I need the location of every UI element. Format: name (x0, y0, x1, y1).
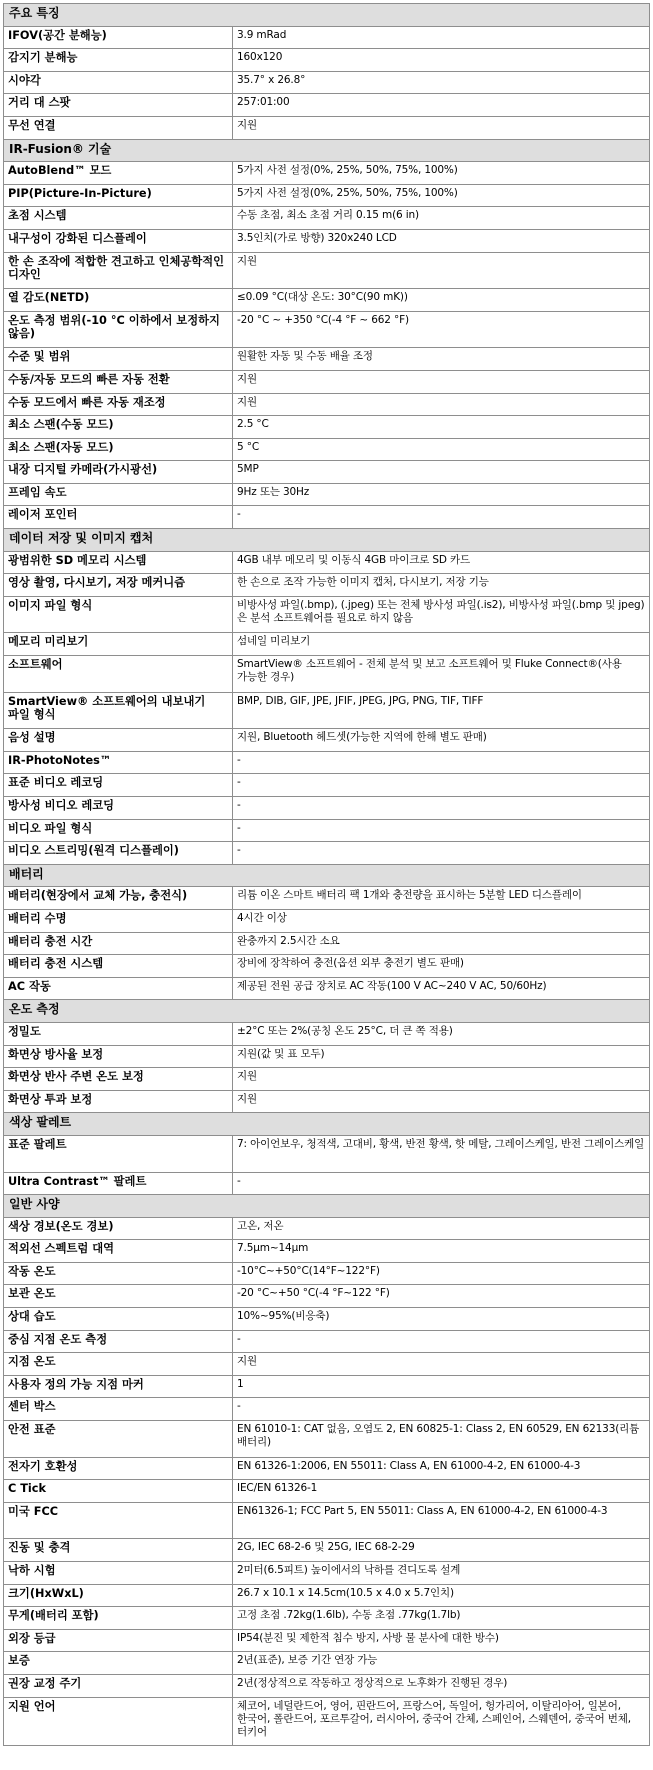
spec-label: 화면상 방사율 보정 (4, 1045, 233, 1068)
spec-value: SmartView® 소프트웨어 - 전체 분석 및 보고 소프트웨어 및 Fluke Connect®(사용 가능한 경우) (233, 656, 650, 693)
spec-row (4, 1652, 650, 1675)
spec-label: 센터 박스 (4, 1398, 233, 1421)
section-title: 배터리 (4, 864, 650, 887)
spec-value: - (233, 819, 650, 842)
spec-row (4, 1285, 650, 1308)
spec-row (4, 229, 650, 252)
spec-row (4, 633, 650, 656)
spec-value: - (233, 842, 650, 865)
spec-value: ±2°C 또는 2%(공칭 온도 25°C, 더 큰 쪽 적용) (233, 1022, 650, 1045)
spec-row (4, 1562, 650, 1585)
spec-label: 화면상 반사 주변 온도 보정 (4, 1068, 233, 1091)
spec-row (4, 207, 650, 230)
spec-label: 초점 시스템 (4, 207, 233, 230)
spec-row (4, 751, 650, 774)
spec-row (4, 1308, 650, 1331)
spec-value: 3.5인치(가로 방향) 320x240 LCD (233, 229, 650, 252)
spec-row (4, 1457, 650, 1480)
spec-value: 35.7° x 26.8° (233, 71, 650, 94)
spec-row (4, 1375, 650, 1398)
spec-row (4, 1539, 650, 1562)
spec-row (4, 656, 650, 693)
spec-row (4, 162, 650, 185)
spec-value: 체코어, 네덜란드어, 영어, 핀란드어, 프랑스어, 독일어, 헝가리어, 이탈리아어, 일본어, 한국어, 폴란드어, 포르투갈어, 러시아어, 중국어 간체, 스페인어, 스웨덴어, 중국어 번체, 터키어 (233, 1697, 650, 1746)
spec-label: 정밀도 (4, 1022, 233, 1045)
spec-table (3, 3, 650, 1746)
spec-value: 7: 아이언보우, 청적색, 고대비, 황색, 반전 황색, 핫 메탈, 그레이스케일, 반전 그레이스케일 (233, 1135, 650, 1172)
spec-value: -10°C~+50°C(14°F~122°F) (233, 1262, 650, 1285)
spec-value: 160x120 (233, 49, 650, 72)
spec-row (4, 1629, 650, 1652)
spec-label: 감지기 분해능 (4, 49, 233, 72)
spec-value: 지원 (233, 1353, 650, 1376)
spec-label: 낙하 시험 (4, 1562, 233, 1585)
spec-value: 비방사성 파일(.bmp), (.jpeg) 또는 전체 방사성 파일(.is2), 비방사성 파일(.bmp 및 jpeg)은 분석 소프트웨어를 필요로 하지 않음 (233, 596, 650, 633)
spec-value: EN 61010-1: CAT 없음, 오염도 2, EN 60825-1: Class 2, EN 60529, EN 62133(리튬 배터리) (233, 1421, 650, 1458)
spec-value: 완충까지 2.5시간 소요 (233, 932, 650, 955)
spec-label: 중심 지점 온도 측정 (4, 1330, 233, 1353)
section-header (4, 529, 650, 552)
spec-label: IR-PhotoNotes™ (4, 751, 233, 774)
spec-label: 무게(배터리 포함) (4, 1607, 233, 1630)
spec-row (4, 1584, 650, 1607)
spec-label: 한 손 조작에 적합한 견고하고 인체공학적인 디자인 (4, 252, 233, 289)
section-header (4, 139, 650, 162)
spec-value: 26.7 x 10.1 x 14.5cm(10.5 x 4.0 x 5.7인치) (233, 1584, 650, 1607)
spec-value: 2G, IEC 68-2-6 및 25G, IEC 68-2-29 (233, 1539, 650, 1562)
spec-value: 섬네일 미리보기 (233, 633, 650, 656)
spec-row (4, 1697, 650, 1746)
spec-value: 5 °C (233, 438, 650, 461)
spec-value: ≤0.09 °C(대상 온도: 30°C(90 mK)) (233, 289, 650, 312)
spec-value: 수동 초점, 최소 초점 거리 0.15 m(6 in) (233, 207, 650, 230)
spec-value: 고온, 저온 (233, 1217, 650, 1240)
spec-label: 적외선 스펙트럼 대역 (4, 1240, 233, 1263)
spec-row (4, 1330, 650, 1353)
section-title: 색상 팔레트 (4, 1113, 650, 1136)
spec-label: 지원 언어 (4, 1697, 233, 1746)
spec-label: 보증 (4, 1652, 233, 1675)
spec-value: - (233, 751, 650, 774)
spec-value: - (233, 797, 650, 820)
spec-value: 제공된 전원 공급 장치로 AC 작동(100 V AC~240 V AC, 50/60Hz) (233, 977, 650, 1000)
spec-value: IP54(분진 및 제한적 침수 방지, 사방 물 분사에 대한 방수) (233, 1629, 650, 1652)
spec-label: 표준 팔레트 (4, 1135, 233, 1172)
spec-label: 방사성 비디오 레코딩 (4, 797, 233, 820)
spec-value: -20 °C~+50 °C(-4 °F~122 °F) (233, 1285, 650, 1308)
spec-row (4, 289, 650, 312)
spec-row (4, 461, 650, 484)
spec-row (4, 692, 650, 729)
spec-value: 1 (233, 1375, 650, 1398)
spec-label: 외장 등급 (4, 1629, 233, 1652)
spec-row (4, 49, 650, 72)
spec-value: 지원 (233, 116, 650, 139)
spec-value: 지원 (233, 370, 650, 393)
spec-label: 시야각 (4, 71, 233, 94)
spec-row (4, 1090, 650, 1113)
section-header (4, 1195, 650, 1218)
spec-value: 지원 (233, 1068, 650, 1091)
spec-value: 지원 (233, 393, 650, 416)
spec-value: - (233, 774, 650, 797)
spec-value: 한 손으로 조작 가능한 이미지 캡처, 다시보기, 저장 기능 (233, 574, 650, 597)
spec-value: 2미터(6.5피트) 높이에서의 낙하를 견디도록 설계 (233, 1562, 650, 1585)
spec-label: 보관 온도 (4, 1285, 233, 1308)
spec-row (4, 348, 650, 371)
spec-row (4, 1353, 650, 1376)
spec-value: 3.9 mRad (233, 26, 650, 49)
spec-label: 사용자 정의 가능 지점 마커 (4, 1375, 233, 1398)
spec-label: 레이저 포인터 (4, 506, 233, 529)
spec-row (4, 955, 650, 978)
spec-label: 화면상 투과 보정 (4, 1090, 233, 1113)
spec-value: 4시간 이상 (233, 909, 650, 932)
spec-value: 5가지 사전 설정(0%, 25%, 50%, 75%, 100%) (233, 184, 650, 207)
spec-row (4, 1045, 650, 1068)
spec-row (4, 977, 650, 1000)
spec-row (4, 252, 650, 289)
spec-value: EN61326-1; FCC Part 5, EN 55011: Class A, EN 61000-4-2, EN 61000-4-3 (233, 1502, 650, 1539)
spec-value: 장비에 장착하여 충전(옵션 외부 충전기 별도 판매) (233, 955, 650, 978)
spec-label: 지점 온도 (4, 1353, 233, 1376)
section-header (4, 1000, 650, 1023)
spec-row (4, 819, 650, 842)
section-title: 일반 사양 (4, 1195, 650, 1218)
spec-value: 5MP (233, 461, 650, 484)
spec-label: 프레임 속도 (4, 483, 233, 506)
spec-label: SmartView® 소프트웨어의 내보내기 파일 형식 (4, 692, 233, 729)
spec-label: PIP(Picture-In-Picture) (4, 184, 233, 207)
spec-label: 안전 표준 (4, 1421, 233, 1458)
spec-label: AC 작동 (4, 977, 233, 1000)
spec-label: C Tick (4, 1480, 233, 1503)
spec-row (4, 1135, 650, 1172)
spec-row (4, 1172, 650, 1195)
spec-label: 내구성이 강화된 디스플레이 (4, 229, 233, 252)
spec-row (4, 1480, 650, 1503)
spec-row (4, 909, 650, 932)
spec-value: 2년(정상적으로 작동하고 정상적으로 노후화가 진행된 경우) (233, 1674, 650, 1697)
spec-row (4, 26, 650, 49)
spec-label: 색상 경보(온도 경보) (4, 1217, 233, 1240)
spec-label: 최소 스팬(수동 모드) (4, 416, 233, 439)
section-header (4, 4, 650, 27)
spec-value: 원활한 자동 및 수동 배율 조정 (233, 348, 650, 371)
spec-label: AutoBlend™ 모드 (4, 162, 233, 185)
spec-row (4, 1068, 650, 1091)
spec-value: -20 °C ~ +350 °C(-4 °F ~ 662 °F) (233, 311, 650, 348)
spec-value: EN 61326-1:2006, EN 55011: Class A, EN 61000-4-2, EN 61000-4-3 (233, 1457, 650, 1480)
spec-value: 9Hz 또는 30Hz (233, 483, 650, 506)
spec-label: 무선 연결 (4, 116, 233, 139)
spec-row (4, 393, 650, 416)
spec-row (4, 1022, 650, 1045)
spec-label: Ultra Contrast™ 팔레트 (4, 1172, 233, 1195)
section-header (4, 1113, 650, 1136)
spec-row (4, 1240, 650, 1263)
spec-value: - (233, 1330, 650, 1353)
spec-value: 10%~95%(비응축) (233, 1308, 650, 1331)
spec-value: - (233, 506, 650, 529)
spec-value: BMP, DIB, GIF, JPE, JFIF, JPEG, JPG, PNG, TIF, TIFF (233, 692, 650, 729)
spec-value: - (233, 1172, 650, 1195)
spec-label: 배터리 충전 시간 (4, 932, 233, 955)
spec-label: 음성 설명 (4, 729, 233, 752)
spec-label: 상대 습도 (4, 1308, 233, 1331)
spec-value: 257:01:00 (233, 94, 650, 117)
spec-label: 비디오 스트리밍(원격 디스플레이) (4, 842, 233, 865)
spec-row (4, 551, 650, 574)
spec-row (4, 116, 650, 139)
spec-row (4, 1502, 650, 1539)
spec-label: 수동/자동 모드의 빠른 자동 전환 (4, 370, 233, 393)
spec-label: 온도 측정 범위(-10 °C 이하에서 보정하지 않음) (4, 311, 233, 348)
spec-value: 고정 초점 .72kg(1.6lb), 수동 초점 .77kg(1.7lb) (233, 1607, 650, 1630)
spec-label: 메모리 미리보기 (4, 633, 233, 656)
spec-row (4, 932, 650, 955)
spec-label: 작동 온도 (4, 1262, 233, 1285)
spec-row (4, 370, 650, 393)
spec-value: 5가지 사전 설정(0%, 25%, 50%, 75%, 100%) (233, 162, 650, 185)
spec-value: 7.5μm~14μm (233, 1240, 650, 1263)
spec-label: 광범위한 SD 메모리 시스템 (4, 551, 233, 574)
spec-row (4, 1262, 650, 1285)
spec-value: 4GB 내부 메모리 및 이동식 4GB 마이크로 SD 카드 (233, 551, 650, 574)
spec-label: 최소 스팬(자동 모드) (4, 438, 233, 461)
spec-label: 내장 디지털 카메라(가시광선) (4, 461, 233, 484)
spec-value: 지원 (233, 1090, 650, 1113)
spec-row (4, 311, 650, 348)
spec-row (4, 774, 650, 797)
spec-row (4, 1674, 650, 1697)
spec-value: 리튬 이온 스마트 배터리 팩 1개와 충전량을 표시하는 5분할 LED 디스플레이 (233, 887, 650, 910)
spec-row (4, 1217, 650, 1240)
spec-label: 열 감도(NETD) (4, 289, 233, 312)
spec-label: 수동 모드에서 빠른 자동 재조정 (4, 393, 233, 416)
spec-label: 진동 및 충격 (4, 1539, 233, 1562)
spec-value: 2.5 °C (233, 416, 650, 439)
section-title: 데이터 저장 및 이미지 캡처 (4, 529, 650, 552)
spec-row (4, 797, 650, 820)
spec-row (4, 94, 650, 117)
spec-row (4, 574, 650, 597)
spec-label: IFOV(공간 분해능) (4, 26, 233, 49)
spec-row (4, 596, 650, 633)
spec-value: 지원(값 및 표 모두) (233, 1045, 650, 1068)
spec-row (4, 842, 650, 865)
spec-value: 지원 (233, 252, 650, 289)
spec-row (4, 184, 650, 207)
spec-label: 배터리(현장에서 교체 가능, 충전식) (4, 887, 233, 910)
spec-label: 소프트웨어 (4, 656, 233, 693)
spec-label: 전자기 호환성 (4, 1457, 233, 1480)
spec-row (4, 1421, 650, 1458)
spec-label: 수준 및 범위 (4, 348, 233, 371)
spec-row (4, 71, 650, 94)
spec-label: 영상 촬영, 다시보기, 저장 메커니즘 (4, 574, 233, 597)
spec-row (4, 887, 650, 910)
section-title: 주요 특징 (4, 4, 650, 27)
spec-label: 표준 비디오 레코딩 (4, 774, 233, 797)
spec-value: IEC/EN 61326-1 (233, 1480, 650, 1503)
spec-value: 지원, Bluetooth 헤드셋(가능한 지역에 한해 별도 판매) (233, 729, 650, 752)
spec-row (4, 438, 650, 461)
section-title: IR-Fusion® 기술 (4, 139, 650, 162)
spec-row (4, 1398, 650, 1421)
spec-label: 크기(HxWxL) (4, 1584, 233, 1607)
spec-label: 이미지 파일 형식 (4, 596, 233, 633)
spec-label: 권장 교정 주기 (4, 1674, 233, 1697)
spec-label: 배터리 충전 시스템 (4, 955, 233, 978)
spec-row (4, 416, 650, 439)
spec-value: - (233, 1398, 650, 1421)
spec-row (4, 483, 650, 506)
section-title: 온도 측정 (4, 1000, 650, 1023)
spec-label: 비디오 파일 형식 (4, 819, 233, 842)
spec-value: 2년(표준), 보증 기간 연장 가능 (233, 1652, 650, 1675)
spec-label: 거리 대 스팟 (4, 94, 233, 117)
spec-label: 미국 FCC (4, 1502, 233, 1539)
spec-row (4, 506, 650, 529)
spec-label: 배터리 수명 (4, 909, 233, 932)
spec-row (4, 729, 650, 752)
section-header (4, 864, 650, 887)
spec-row (4, 1607, 650, 1630)
